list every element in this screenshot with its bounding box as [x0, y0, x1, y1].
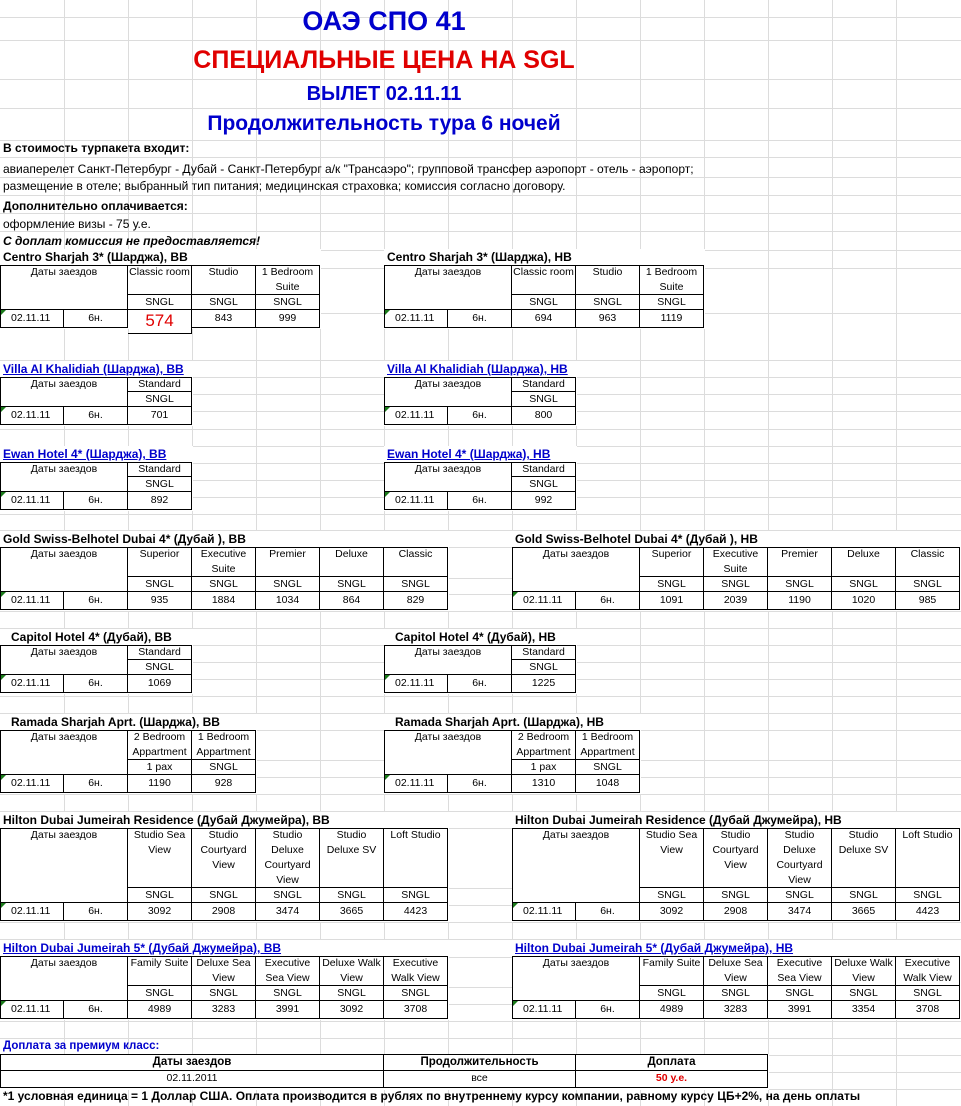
premium-date: 02.11.2011	[0, 1071, 384, 1088]
room-occupancy: SNGL	[640, 577, 704, 592]
date-cell: 02.11.11	[384, 407, 448, 425]
premium-surcharge: 50 у.е.	[576, 1071, 768, 1088]
dates-header: Даты заездов	[0, 462, 128, 492]
room-type-header: Superior	[640, 547, 704, 577]
gridline	[0, 922, 961, 923]
room-type-header: Standard	[512, 645, 576, 660]
price-cell: 3708	[896, 1001, 960, 1019]
room-type-header: 2 Bedroom Appartment	[512, 730, 576, 760]
departure-date: ВЫЛЕТ 02.11.11	[306, 83, 462, 105]
price-cell: 963	[576, 310, 640, 328]
room-type-header: Studio	[576, 265, 640, 295]
date-cell: 02.11.11	[0, 1001, 64, 1019]
room-type-header: Classic room	[128, 265, 192, 295]
includes-heading: В стоимость турпакета входит:	[3, 141, 190, 155]
date-cell: 02.11.11	[0, 675, 64, 693]
dates-header: Даты заездов	[384, 645, 512, 675]
price-cell: 928	[192, 775, 256, 793]
date-cell: 02.11.11	[0, 492, 64, 510]
room-type-header: Deluxe Sea View	[704, 956, 768, 986]
room-occupancy: SNGL	[384, 577, 448, 592]
room-occupancy: SNGL	[320, 986, 384, 1001]
room-occupancy: SNGL	[768, 986, 832, 1001]
date-cell: 02.11.11	[0, 775, 64, 793]
price-cell: 1884	[192, 592, 256, 610]
room-occupancy: SNGL	[896, 577, 960, 592]
hotel-name-ewan-bb: Ewan Hotel 4* (Шарджа), BB	[3, 447, 167, 461]
price-cell: 4423	[384, 903, 448, 921]
dates-header: Даты заездов	[0, 377, 128, 407]
dates-header: Даты заездов	[384, 462, 512, 492]
room-occupancy: SNGL	[192, 760, 256, 775]
room-type-header: Executive Walk View	[384, 956, 448, 986]
no-commission-note: С доплат комиссия не предоставляется!	[3, 234, 261, 248]
price-cell: 1190	[128, 775, 192, 793]
includes-line-2: размещение в отеле; выбранный тип питания; медицинская страховка; комиссия согласно договору.	[3, 179, 566, 193]
nights-cell: 6н.	[64, 903, 128, 921]
price-cell: 3092	[320, 1001, 384, 1019]
price-cell: 3708	[384, 1001, 448, 1019]
price-cell: 1225	[512, 675, 576, 693]
room-type-header: Studio Deluxe SV	[320, 828, 384, 888]
includes-line-1: авиаперелет Санкт-Петербург - Дубай - Санкт-Петербург а/к "Трансаэро"; групповой трансфер аэропорт - отель - аэропорт;	[3, 162, 694, 176]
nights-cell: 6н.	[64, 492, 128, 510]
room-occupancy: SNGL	[832, 888, 896, 903]
gridline	[0, 108, 961, 109]
price-cell: 829	[384, 592, 448, 610]
gridline	[0, 696, 961, 697]
room-type-header: Classic	[896, 547, 960, 577]
hotel-name-gold-hb: Gold Swiss-Belhotel Dubai 4* (Дубай ), HB	[515, 532, 758, 546]
room-type-header: Family Suite	[640, 956, 704, 986]
price-cell: 701	[128, 407, 192, 425]
gridline	[0, 195, 961, 196]
room-type-header: 1 Bedroom Appartment	[192, 730, 256, 760]
nights-cell: 6н.	[448, 407, 512, 425]
room-occupancy: SNGL	[704, 986, 768, 1001]
dates-header: Даты заездов	[0, 547, 128, 592]
extra-heading: Дополнительно оплачивается:	[3, 199, 188, 213]
room-type-header: Standard	[128, 645, 192, 660]
price-cell: 3665	[320, 903, 384, 921]
room-type-header: Classic	[384, 547, 448, 577]
price-cell: 1069	[128, 675, 192, 693]
room-type-header: 2 Bedroom Appartment	[128, 730, 192, 760]
price-cell: 1190	[768, 592, 832, 610]
hotel-name-villa-hb: Villa Al Khalidiah (Шарджа), HB	[387, 362, 568, 376]
price-cell: 1048	[576, 775, 640, 793]
room-type-header: Studio Deluxe Courtyard View	[768, 828, 832, 888]
room-occupancy: SNGL	[192, 577, 256, 592]
nights-cell: 6н.	[448, 310, 512, 328]
premium-duration: все	[384, 1071, 576, 1088]
room-type-header: Studio Deluxe Courtyard View	[256, 828, 320, 888]
room-occupancy: 1 pax	[128, 760, 192, 775]
room-type-header: 1 Bedroom Suite	[256, 265, 320, 295]
tour-duration: Продолжительность тура 6 ночей	[207, 112, 561, 135]
hotel-name-hilton-hb: Hilton Dubai Jumeirah 5* (Дубай Джумейра), HB	[515, 941, 794, 955]
gridline	[0, 40, 961, 41]
room-occupancy: SNGL	[640, 986, 704, 1001]
room-occupancy: SNGL	[896, 888, 960, 903]
hotel-name-centro-bb: Centro Sharjah 3* (Шарджа), BB	[3, 250, 188, 264]
hotel-name-capitol-hb: Capitol Hotel 4* (Дубай), HB	[395, 630, 556, 644]
room-occupancy: SNGL	[640, 888, 704, 903]
gridline	[0, 514, 961, 515]
room-type-header: Studio Sea View	[640, 828, 704, 888]
dates-header: Даты заездов	[512, 547, 640, 592]
nights-cell: 6н.	[64, 675, 128, 693]
date-cell: 02.11.11	[0, 407, 64, 425]
dates-header: Даты заездов	[0, 645, 128, 675]
room-occupancy: SNGL	[128, 477, 192, 492]
dates-header: Даты заездов	[384, 377, 512, 407]
premium-col-dates: Даты заездов	[0, 1054, 384, 1071]
room-occupancy: 1 pax	[512, 760, 576, 775]
room-type-header: Executive Walk View	[896, 956, 960, 986]
room-occupancy: SNGL	[640, 295, 704, 310]
room-type-header: Premier	[256, 547, 320, 577]
room-type-header: Executive Suite	[704, 547, 768, 577]
room-occupancy: SNGL	[512, 392, 576, 407]
hotel-name-gold-bb: Gold Swiss-Belhotel Dubai 4* (Дубай ), BB	[3, 532, 246, 546]
room-occupancy: SNGL	[832, 986, 896, 1001]
room-type-header: Executive Sea View	[256, 956, 320, 986]
nights-cell: 6н.	[64, 1001, 128, 1019]
room-type-header: Executive Sea View	[768, 956, 832, 986]
price-cell: 1034	[256, 592, 320, 610]
price-cell: 3474	[256, 903, 320, 921]
room-occupancy: SNGL	[768, 577, 832, 592]
nights-cell: 6н.	[64, 592, 128, 610]
room-occupancy: SNGL	[192, 986, 256, 1001]
room-occupancy: SNGL	[192, 295, 256, 310]
price-cell: 892	[128, 492, 192, 510]
room-occupancy: SNGL	[128, 986, 192, 1001]
room-occupancy: SNGL	[256, 888, 320, 903]
room-type-header: Classic room	[512, 265, 576, 295]
room-type-header: Studio	[192, 265, 256, 295]
room-type-header: Studio Deluxe SV	[832, 828, 896, 888]
price-cell: 4989	[128, 1001, 192, 1019]
price-cell: 1119	[640, 310, 704, 328]
nights-cell: 6н.	[576, 903, 640, 921]
price-cell: 843	[192, 310, 256, 328]
hotel-name-villa-bb: Villa Al Khalidiah (Шарджа), BB	[3, 362, 184, 376]
room-occupancy: SNGL	[128, 888, 192, 903]
room-type-header: Deluxe Walk View	[832, 956, 896, 986]
room-occupancy: SNGL	[256, 986, 320, 1001]
price-cell: 694	[512, 310, 576, 328]
price-cell: 3665	[832, 903, 896, 921]
room-occupancy: SNGL	[576, 760, 640, 775]
price-cell: 3354	[832, 1001, 896, 1019]
date-cell: 02.11.11	[512, 1001, 576, 1019]
nights-cell: 6н.	[576, 592, 640, 610]
date-cell: 02.11.11	[0, 310, 64, 328]
premium-heading: Доплата за премиум класс:	[3, 1040, 160, 1052]
price-cell: 4989	[640, 1001, 704, 1019]
visa-fee: оформление визы - 75 у.е.	[3, 217, 151, 231]
room-type-header: Deluxe Walk View	[320, 956, 384, 986]
room-type-header: Deluxe Sea View	[192, 956, 256, 986]
room-type-header: Loft Studio	[384, 828, 448, 888]
hotel-name-ramada-bb: Ramada Sharjah Aprt. (Шарджа), BB	[11, 715, 220, 729]
room-type-header: Studio Courtyard View	[192, 828, 256, 888]
room-occupancy: SNGL	[384, 888, 448, 903]
room-occupancy: SNGL	[512, 477, 576, 492]
hotel-name-centro-hb: Centro Sharjah 3* (Шарджа), HB	[387, 250, 572, 264]
room-type-header: Deluxe	[832, 547, 896, 577]
room-type-header: Executive Suite	[192, 547, 256, 577]
price-cell: 2908	[704, 903, 768, 921]
price-cell: 4423	[896, 903, 960, 921]
price-cell: 3092	[128, 903, 192, 921]
room-type-header: Loft Studio	[896, 828, 960, 888]
price-cell: 3283	[704, 1001, 768, 1019]
gridline	[0, 611, 961, 612]
room-type-header: 1 Bedroom Suite	[640, 265, 704, 295]
subtitle: СПЕЦИАЛЬНЫЕ ЦЕНА НА SGL	[193, 46, 575, 74]
room-occupancy: SNGL	[704, 888, 768, 903]
price-cell: 1310	[512, 775, 576, 793]
hotel-name-ewan-hb: Ewan Hotel 4* (Шарджа), HB	[387, 447, 551, 461]
room-occupancy: SNGL	[128, 295, 192, 310]
date-cell: 02.11.11	[384, 775, 448, 793]
room-type-header: Studio Sea View	[128, 828, 192, 888]
gridline	[0, 794, 961, 795]
date-cell: 02.11.11	[384, 310, 448, 328]
dates-header: Даты заездов	[0, 828, 128, 903]
dates-header: Даты заездов	[0, 730, 128, 775]
room-occupancy: SNGL	[832, 577, 896, 592]
dates-header: Даты заездов	[384, 265, 512, 310]
room-occupancy: SNGL	[704, 577, 768, 592]
date-cell: 02.11.11	[384, 675, 448, 693]
price-cell: 985	[896, 592, 960, 610]
room-type-header: Superior	[128, 547, 192, 577]
nights-cell: 6н.	[64, 310, 128, 328]
room-type-header: Standard	[128, 462, 192, 477]
room-type-header: Standard	[512, 377, 576, 392]
nights-cell: 6н.	[64, 407, 128, 425]
price-cell: 935	[128, 592, 192, 610]
room-type-header: Family Suite	[128, 956, 192, 986]
room-occupancy: SNGL	[384, 986, 448, 1001]
dates-header: Даты заездов	[512, 828, 640, 903]
dates-header: Даты заездов	[384, 730, 512, 775]
dates-header: Даты заездов	[512, 956, 640, 1001]
room-occupancy: SNGL	[512, 295, 576, 310]
nights-cell: 6н.	[448, 492, 512, 510]
price-cell: 999	[256, 310, 320, 328]
date-cell: 02.11.11	[0, 903, 64, 921]
room-occupancy: SNGL	[768, 888, 832, 903]
title: ОАЭ СПО 41	[302, 6, 466, 36]
price-cell: 3474	[768, 903, 832, 921]
footnote: *1 условная единица = 1 Доллар США. Оплата производится в рублях по внутреннему курсу компании, равному курсу ЦБ+2%, на день оплаты	[3, 1089, 861, 1103]
hotel-name-hiltonres-bb: Hilton Dubai Jumeirah Residence (Дубай Джумейра), BB	[3, 813, 330, 827]
room-type-header: 1 Bedroom Appartment	[576, 730, 640, 760]
gridline	[0, 429, 961, 430]
date-cell: 02.11.11	[384, 492, 448, 510]
price-cell: 2039	[704, 592, 768, 610]
price-cell: 864	[320, 592, 384, 610]
price-cell: 800	[512, 407, 576, 425]
room-occupancy: SNGL	[320, 577, 384, 592]
premium-col-duration: Продолжительность	[384, 1054, 576, 1071]
room-type-header: Deluxe	[320, 547, 384, 577]
room-type-header: Standard	[128, 377, 192, 392]
nights-cell: 6н.	[448, 775, 512, 793]
nights-cell: 6н.	[64, 775, 128, 793]
price-cell: 1091	[640, 592, 704, 610]
hotel-name-hilton-bb: Hilton Dubai Jumeirah 5* (Дубай Джумейра), BB	[3, 941, 282, 955]
gridline	[0, 157, 961, 158]
premium-col-surcharge: Доплата	[576, 1054, 768, 1071]
nights-cell: 6н.	[448, 675, 512, 693]
room-type-header: Standard	[512, 462, 576, 477]
gridline	[0, 1021, 961, 1022]
room-occupancy: SNGL	[192, 888, 256, 903]
room-occupancy: SNGL	[576, 295, 640, 310]
room-occupancy: SNGL	[128, 577, 192, 592]
dates-header: Даты заездов	[0, 956, 128, 1001]
price-cell: 3283	[192, 1001, 256, 1019]
dates-header: Даты заездов	[0, 265, 128, 310]
room-type-header: Studio Courtyard View	[704, 828, 768, 888]
nights-cell: 6н.	[576, 1001, 640, 1019]
hotel-name-capitol-bb: Capitol Hotel 4* (Дубай), BB	[11, 630, 172, 644]
price-cell: 3092	[640, 903, 704, 921]
room-occupancy: SNGL	[896, 986, 960, 1001]
hotel-name-ramada-hb: Ramada Sharjah Aprt. (Шарджа), HB	[395, 715, 604, 729]
room-occupancy: SNGL	[128, 392, 192, 407]
room-occupancy: SNGL	[256, 295, 320, 310]
room-occupancy: SNGL	[256, 577, 320, 592]
date-cell: 02.11.11	[0, 592, 64, 610]
room-occupancy: SNGL	[512, 660, 576, 675]
room-occupancy: SNGL	[320, 888, 384, 903]
price-cell: 3991	[768, 1001, 832, 1019]
price-cell: 2908	[192, 903, 256, 921]
price-cell: 992	[512, 492, 576, 510]
hotel-name-hiltonres-hb: Hilton Dubai Jumeirah Residence (Дубай Джумейра), HB	[515, 813, 842, 827]
price-cell: 1020	[832, 592, 896, 610]
date-cell: 02.11.11	[512, 903, 576, 921]
price-cell: 574	[128, 310, 192, 334]
room-occupancy: SNGL	[128, 660, 192, 675]
price-cell: 3991	[256, 1001, 320, 1019]
date-cell: 02.11.11	[512, 592, 576, 610]
room-type-header: Premier	[768, 547, 832, 577]
